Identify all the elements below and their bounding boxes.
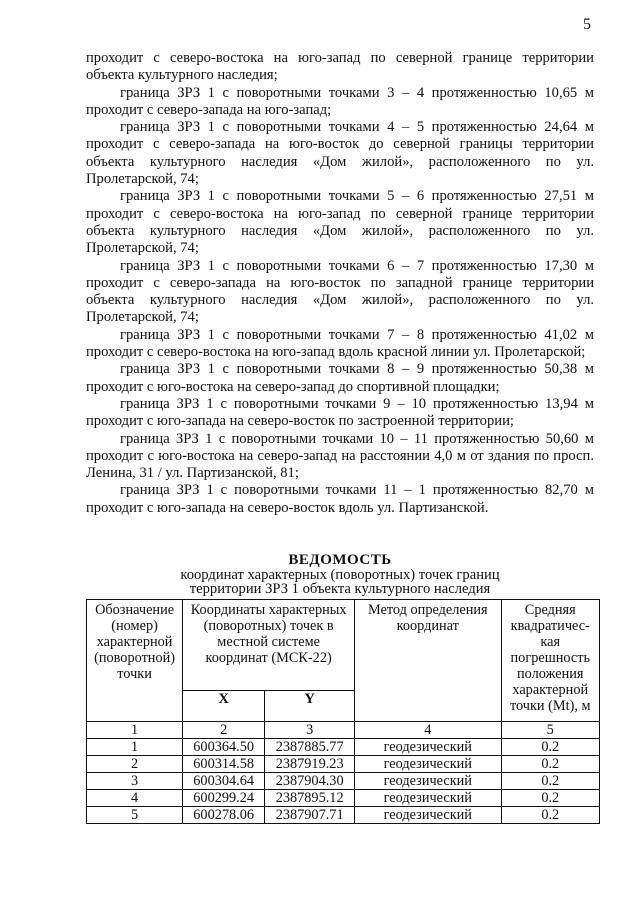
- paragraph: граница ЗРЗ 1 с поворотными точками 3 – 4 протяженностью 10,65 м проходит с северо-запада на юго-запад;: [86, 84, 594, 118]
- body-text: [86, 50, 594, 517]
- column-number: 5: [501, 722, 600, 739]
- header-point-designation: Обозначение (номер) характерной (поворотной) точки: [87, 600, 183, 722]
- table-row: [87, 756, 600, 773]
- paragraph: проходит с северо-востока на юго-запад по северной границе территории объекта культурного наследия;: [86, 50, 594, 84]
- cell-x: 600278.06: [183, 807, 265, 824]
- cell-error: 0.2: [501, 739, 600, 756]
- statement-title-block: [86, 553, 594, 596]
- cell-y: 2387907.71: [265, 807, 355, 824]
- paragraph: граница ЗРЗ 1 с поворотными точками 4 – 5 протяженностью 24,64 м проходит с северо-запада на юго-восток до северной границы территории объекта культурного наследия «Дом жилой», расположенного по ул. Пролетарской, 74;: [86, 119, 594, 188]
- cell-method: геодезический: [355, 756, 501, 773]
- column-number: 4: [355, 722, 501, 739]
- cell-method: геодезический: [355, 790, 501, 807]
- table-row: [87, 773, 600, 790]
- paragraph: граница ЗРЗ 1 с поворотными точками 8 – 9 протяженностью 50,38 м проходит с юго-востока на северо-запад до спортивной площадки;: [86, 361, 594, 395]
- statement-title: ВЕДОМОСТЬ: [288, 552, 392, 568]
- cell-y: 2387904.30: [265, 773, 355, 790]
- header-coordinates: Координаты характерных (поворотных) точек в местной системе координат (МСК-22): [183, 600, 355, 691]
- paragraph: граница ЗРЗ 1 с поворотными точками 9 – 10 протяженностью 13,94 м проходит с юго-запада на северо-восток по застроенной территории;: [86, 395, 594, 430]
- statement-subtitle-line1: координат характерных (поворотных) точек границ: [180, 567, 500, 583]
- paragraph: граница ЗРЗ 1 с поворотными точками 10 – 11 протяженностью 50,60 м проходит с юго-востока на северо-запад на расстоянии 4,0 м от здания по просп. Ленина, 31 / ул. Партизанской, 81;: [86, 430, 594, 482]
- header-x: X: [183, 691, 265, 722]
- paragraph: граница ЗРЗ 1 с поворотными точками 11 – 1 протяженностью 82,70 м проходит с юго-запада на северо-восток вдоль ул. Партизанской.: [86, 482, 594, 516]
- table-row: [87, 739, 600, 756]
- cell-method: геодезический: [355, 739, 501, 756]
- cell-error: 0.2: [501, 790, 600, 807]
- cell-x: 600314.58: [183, 756, 265, 773]
- paragraph: граница ЗРЗ 1 с поворотными точками 7 – 8 протяженностью 41,02 м проходит с северо-востока на юго-запад вдоль красной линии ул. Пролетарской;: [86, 326, 594, 361]
- header-error: Средняя квадратичес-кая погрешность положения характерной точки (Mt), м: [501, 600, 600, 722]
- page-number: 5: [583, 16, 591, 33]
- cell-x: 600299.24: [183, 790, 265, 807]
- cell-point: 2: [87, 756, 183, 773]
- column-number: 3: [265, 722, 355, 739]
- table-header-row: [87, 600, 600, 691]
- cell-method: геодезический: [355, 773, 501, 790]
- cell-point: 1: [87, 739, 183, 756]
- table-row: [87, 807, 600, 824]
- cell-method: геодезический: [355, 807, 501, 824]
- cell-x: 600364.50: [183, 739, 265, 756]
- statement-subtitle-line2: территории ЗРЗ 1 объекта культурного наследия: [189, 581, 491, 597]
- coordinates-table: [86, 599, 600, 824]
- paragraph: граница ЗРЗ 1 с поворотными точками 5 – 6 протяженностью 27,51 м проходит с северо-востока на юго-запад по северной границе территории объекта культурного наследия «Дом жилой», расположенного по ул. Пролетарской, 74;: [86, 188, 594, 257]
- cell-point: 4: [87, 790, 183, 807]
- cell-x: 600304.64: [183, 773, 265, 790]
- header-method: Метод определения координат: [355, 600, 501, 722]
- paragraph: граница ЗРЗ 1 с поворотными точками 6 – 7 протяженностью 17,30 м проходит с северо-запада на юго-восток по западной границе территории объекта культурного наследия «Дом жилой», расположенного по ул. Пролетарской, 74;: [86, 257, 594, 326]
- cell-point: 5: [87, 807, 183, 824]
- cell-y: 2387895.12: [265, 790, 355, 807]
- cell-y: 2387885.77: [265, 739, 355, 756]
- column-number: 2: [183, 722, 265, 739]
- cell-y: 2387919.23: [265, 756, 355, 773]
- cell-error: 0.2: [501, 807, 600, 824]
- cell-point: 3: [87, 773, 183, 790]
- table-row: [87, 790, 600, 807]
- cell-error: 0.2: [501, 773, 600, 790]
- table-column-numbers-row: [87, 722, 600, 739]
- header-y: Y: [265, 691, 355, 722]
- column-number: 1: [87, 722, 183, 739]
- cell-error: 0.2: [501, 756, 600, 773]
